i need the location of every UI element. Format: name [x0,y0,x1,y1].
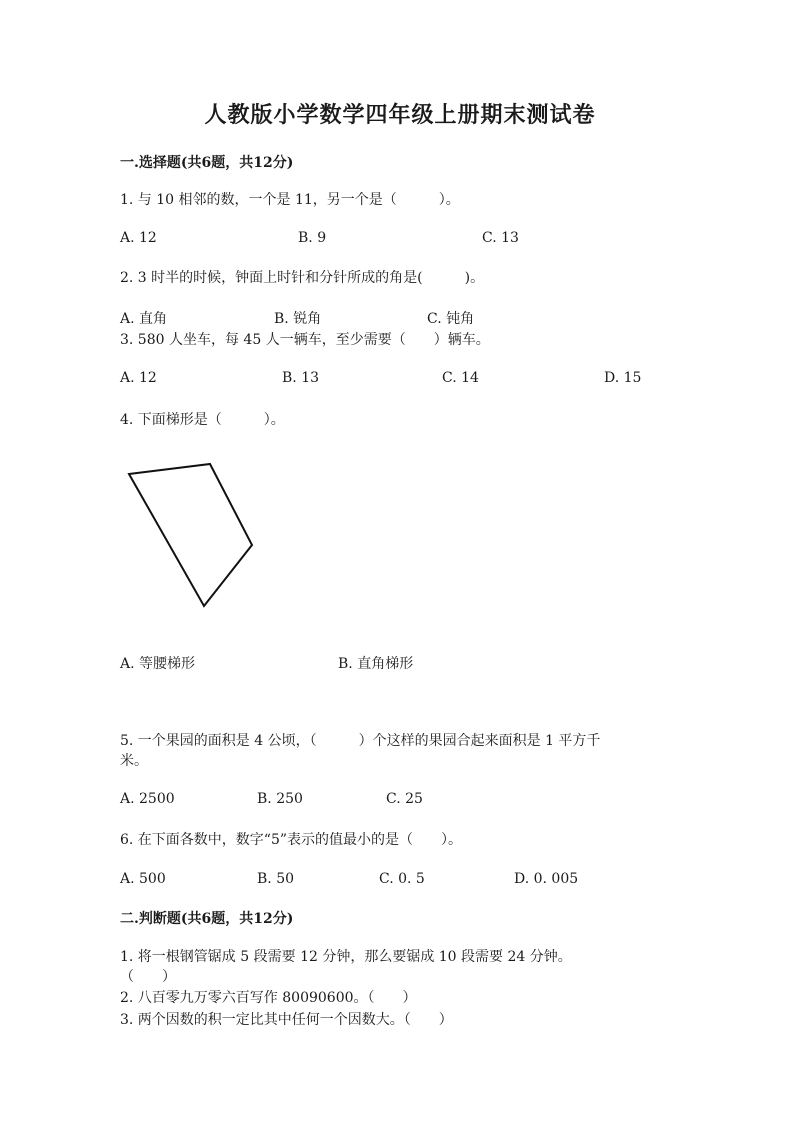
question-5-option-a: A. 2500 [120,791,175,807]
trapezoid-figure [120,455,260,615]
question-3-text: 3. 580 人坐车，每 45 人一辆车，至少需要（ ）辆车。 [120,332,490,348]
judgment-1-text-line1: 1. 将一根钢管锯成 5 段需要 12 分钟，那么要锯成 10 段需要 24 分钟。 [120,949,572,965]
question-6-text: 6. 在下面各数中，数字“5”表示的值最小的是（ ）。 [120,832,463,848]
question-1-text: 1. 与 10 相邻的数，一个是 11，另一个是（ ）。 [120,192,460,208]
question-1-option-c: C. 13 [482,230,519,246]
question-2-option-a: A. 直角 [120,311,168,327]
question-5-text-line2: 米。 [120,753,148,769]
question-6-option-b: B. 50 [257,871,295,887]
question-2-text: 2. 3 时半的时候，钟面上时针和分针所成的角是( )。 [120,270,485,286]
question-3-option-c: C. 14 [442,370,479,386]
question-5-option-c: C. 25 [386,791,423,807]
question-1-option-a: A. 12 [120,230,157,246]
question-2-option-c: C. 钝角 [427,311,475,327]
question-2-option-b: B. 锐角 [274,311,322,327]
question-3-option-a: A. 12 [120,370,157,386]
question-4-option-a: A. 等腰梯形 [120,656,196,672]
question-3-option-d: D. 15 [604,370,642,386]
question-6-option-c: C. 0. 5 [379,871,425,887]
judgment-2-text: 2. 八百零九万零六百写作 80090600。（ ） [120,990,417,1006]
judgment-1-text-line2: （ ） [120,969,176,985]
section-heading-choice: 一.选择题(共6题，共12分) [120,155,294,171]
section-heading-judgment: 二.判断题(共6题，共12分) [120,911,294,927]
page-title: 人教版小学数学四年级上册期末测试卷 [204,102,596,128]
question-6-option-a: A. 500 [120,871,166,887]
question-4-text: 4. 下面梯形是（ ）。 [120,412,285,428]
question-1-option-b: B. 9 [298,230,327,246]
question-4-option-b: B. 直角梯形 [338,656,414,672]
trapezoid-shape [129,464,252,606]
judgment-3-text: 3. 两个因数的积一定比其中任何一个因数大。（ ） [120,1012,453,1028]
question-5-option-b: B. 250 [257,791,303,807]
question-6-option-d: D. 0. 005 [514,871,579,887]
question-3-option-b: B. 13 [282,370,320,386]
question-5-text-line1: 5. 一个果园的面积是 4 公顷，（ ）个这样的果园合起来面积是 1 平方千 [120,733,601,749]
